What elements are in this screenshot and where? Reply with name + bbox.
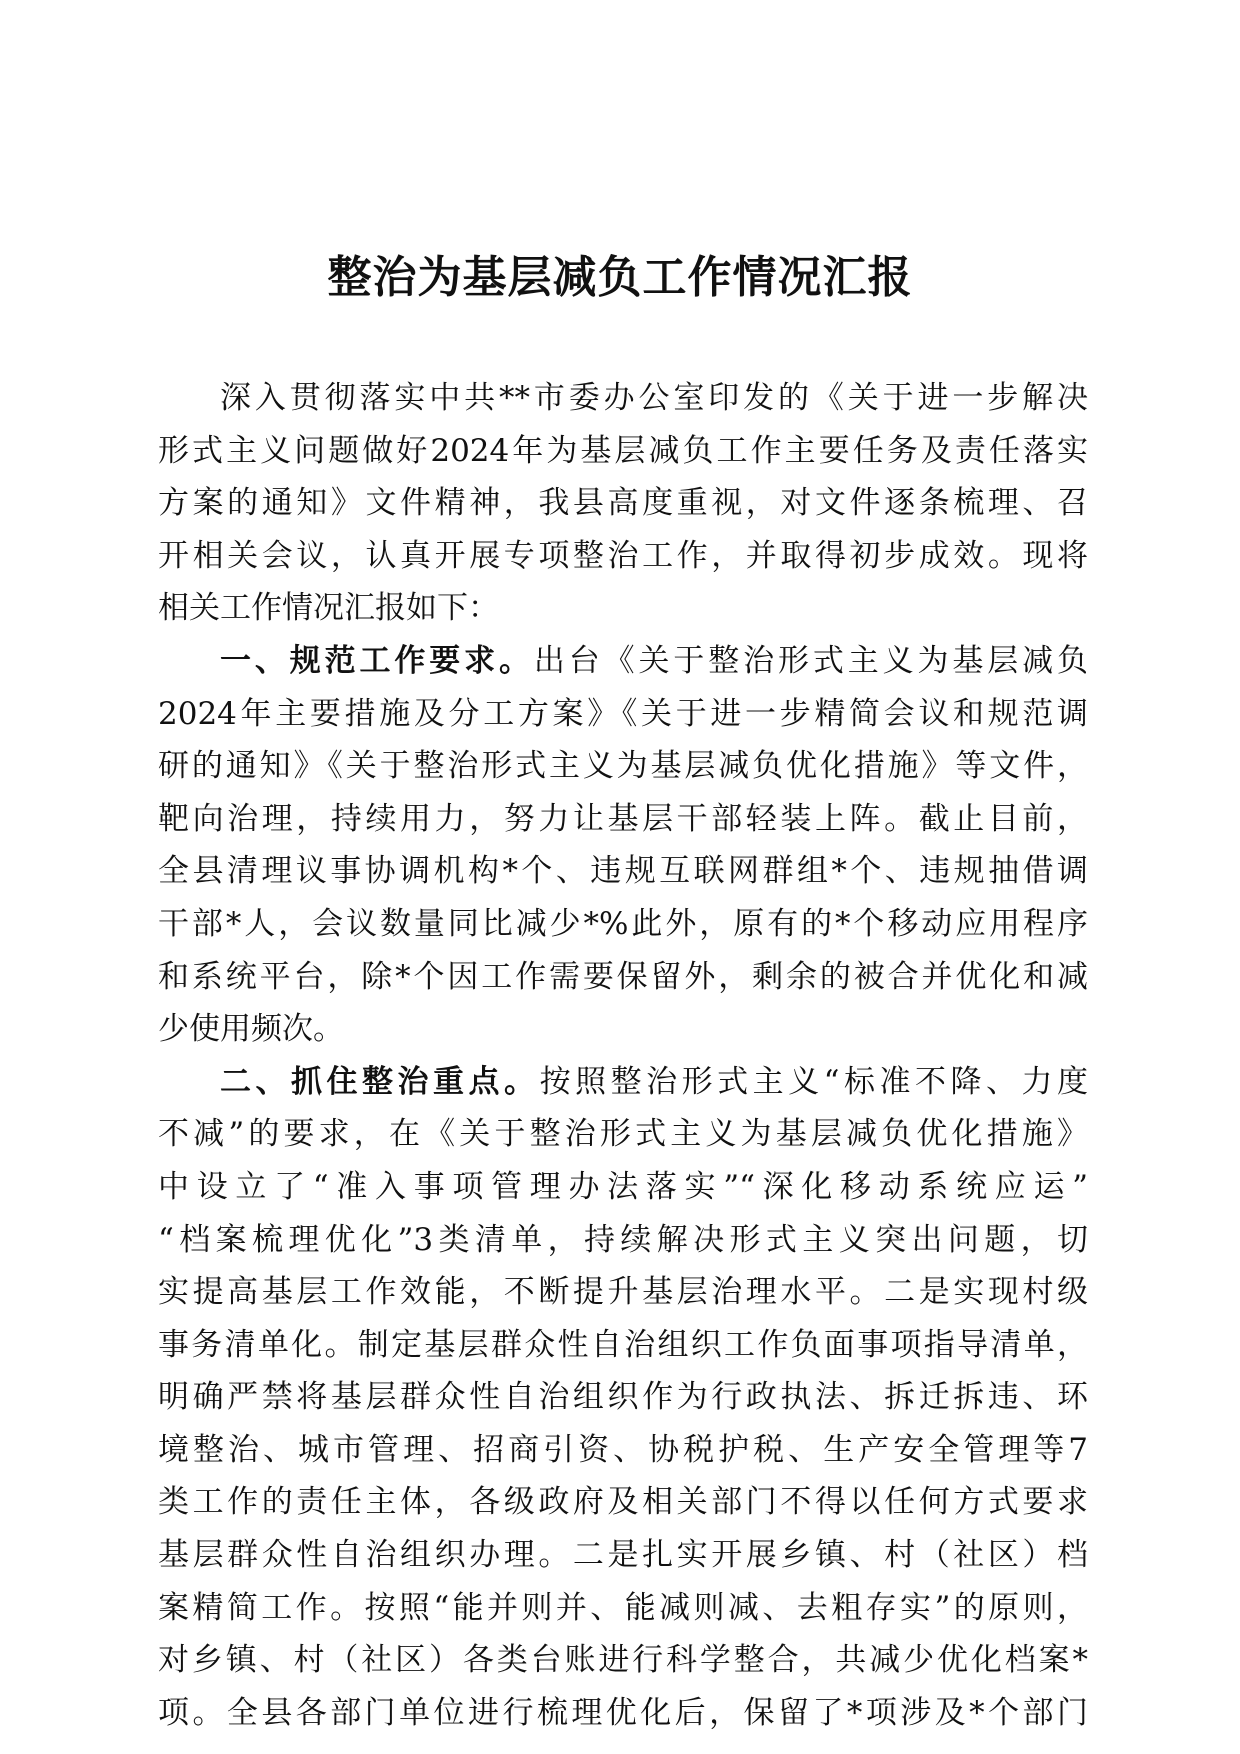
paragraph-line: 项。全县各部门单位进行梳理优化后，保留了*项涉及*个部门 (158, 1694, 1088, 1731)
paragraph-line: 干部*人，会议数量同比减少*%此外，原有的*个移动应用程序 (158, 905, 1088, 942)
paragraph-line: 靶向治理，持续用力，努力让基层干部轻装上阵。截止目前， (158, 800, 1088, 837)
paragraph-line: 对乡镇、村（社区）各类台账进行科学整合，共减少优化档案* (158, 1642, 1088, 1679)
paragraph-line: 方案的通知》文件精神，我县高度重视，对文件逐条梳理、召 (158, 485, 1088, 522)
paragraph-line: 和系统平台，除*个因工作需要保留外，剩余的被合并优化和减 (158, 958, 1088, 995)
paragraph-line: 基层群众性自治组织办理。二是扎实开展乡镇、村（社区）档 (158, 1537, 1088, 1574)
document-body (158, 372, 1088, 1739)
section-2-first-line (158, 1056, 1088, 1109)
paragraph-line: 境整治、城市管理、招商引资、协税护税、生产安全管理等7 (158, 1431, 1088, 1468)
paragraph-line: 全县清理议事协调机构*个、违规互联网群组*个、违规抽借调 (158, 853, 1088, 890)
paragraph-line: 少使用频次。 (158, 1011, 344, 1048)
section-1-text: 出台《关于整治形式主义为基层减负 (533, 642, 1088, 679)
section-1-first-line (158, 635, 1088, 688)
paragraph-line: 类工作的责任主体，各级政府及相关部门不得以任何方式要求 (158, 1484, 1088, 1521)
paragraph-line: 不减”的要求，在《关于整治形式主义为基层减负优化措施》 (158, 1116, 1088, 1153)
paragraph-line: “档案梳理优化”3类清单，持续解决形式主义突出问题，切 (158, 1221, 1088, 1258)
paragraph-line: 中设立了“准入事项管理办法落实”“深化移动系统应运” (158, 1168, 1088, 1205)
paragraph-line: 明确严禁将基层群众性自治组织作为行政执法、拆迁拆违、环 (158, 1379, 1088, 1416)
paragraph-line: 深入贯彻落实中共**市委办公室印发的《关于进一步解决 (220, 380, 1088, 416)
paragraph-line: 2024年主要措施及分工方案》《关于进一步精简会议和规范调 (158, 695, 1088, 732)
section-2-heading: 二、抓住整治重点。 (220, 1063, 540, 1100)
paragraph-line: 形式主义问题做好2024年为基层减负工作主要任务及责任落实 (158, 432, 1088, 469)
paragraph-line: 研的通知》《关于整治形式主义为基层减负优化措施》等文件， (158, 748, 1088, 785)
section-2-text: 按照整治形式主义“标准不降、力度 (539, 1063, 1088, 1100)
paragraph-line: 事务清单化。制定基层群众性自治组织工作负面事项指导清单， (158, 1326, 1088, 1363)
paragraph-line: 案精简工作。按照“能并则并、能减则减、去粗存实”的原则， (158, 1589, 1088, 1626)
paragraph-line: 实提高基层工作效能，不断提升基层治理水平。二是实现村级 (158, 1274, 1088, 1311)
paragraph-line: 开相关会议，认真开展专项整治工作，并取得初步成效。现将 (158, 537, 1088, 574)
section-1-heading: 一、规范工作要求。 (220, 642, 534, 679)
paragraph-line: 相关工作情况汇报如下： (158, 590, 499, 627)
document-title: 整治为基层减负工作情况汇报 (327, 252, 913, 303)
